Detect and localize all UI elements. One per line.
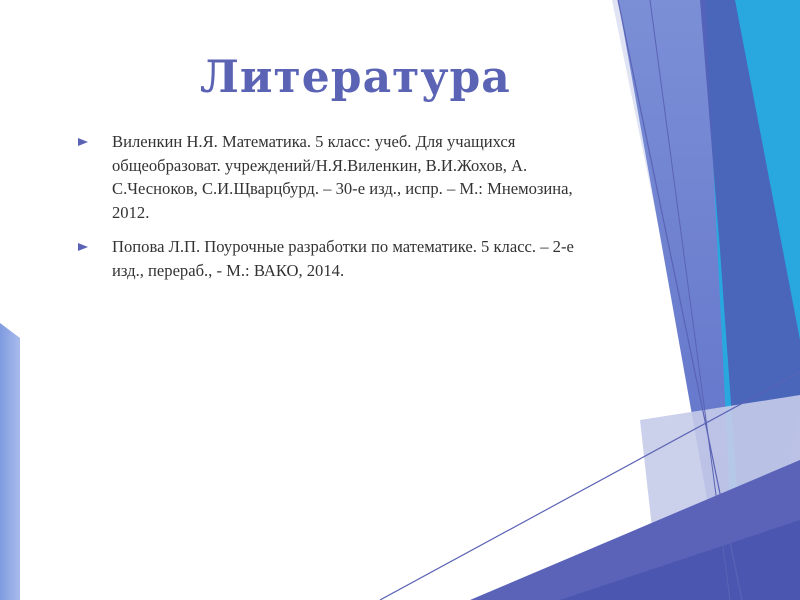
page-title: Литература — [200, 52, 511, 103]
triangle-bullet-icon — [78, 243, 88, 251]
triangle-bullet-icon — [78, 138, 88, 146]
reference-text: Попова Л.П. Поурочные разработки по математике. 5 класс. – 2-е изд., перераб., - М.: ВАКО, 2014. — [112, 237, 574, 280]
list-item — [78, 130, 598, 224]
reference-text: Виленкин Н.Я. Математика. 5 класс: учеб. Для учащихся общеобразоват. учреждений/Н.Я.Виленкин, В.И.Жохов, А. С.Чесноков, С.И.Щварцбурд. – 30-е изд., испр. – М.: Мнемозина, 2012. — [112, 132, 573, 222]
list-item — [78, 235, 598, 282]
left-edge-shape — [0, 323, 20, 600]
references-list — [78, 130, 598, 293]
